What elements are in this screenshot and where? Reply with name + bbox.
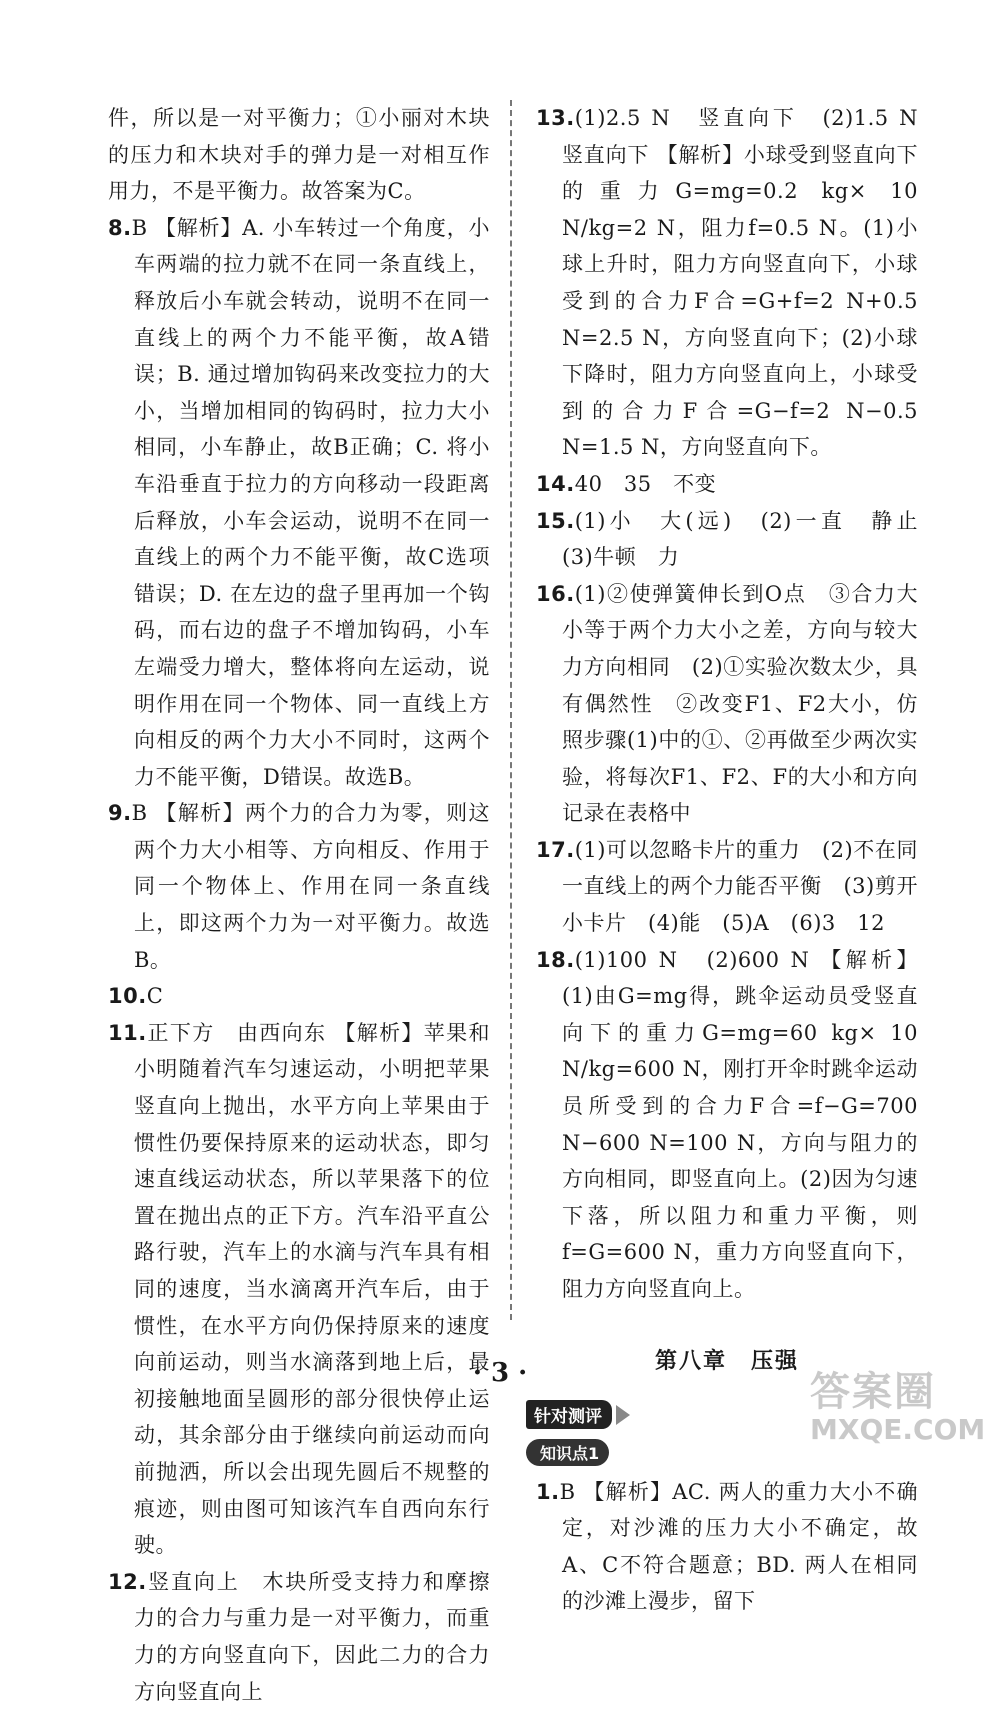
answer-item-9 [108,795,490,978]
answer-number: 17. [536,837,575,862]
answer-item-17 [536,832,918,942]
answer-item-15 [536,503,940,576]
answer-text: (1)2.5 N 竖直向下 (2)1.5 N 竖直向下 【解析】小球受到竖直向下的重力G=mg=0.2 kg× 10 N/kg=2 N，阻力f=0.5 N。(1)小球上升时，阻力方向竖直向下，小球受到的合力F合=G+f=2 N+0.5 N=2.5 N，方向竖直向下；(2)小球下降时，阻力方向竖直向上，小球受到的合力F合=G−f=2 N−0.5 N=1.5 N，方向竖直向下。 [562,106,940,460]
section-banner-label: 针对测评 [526,1400,612,1429]
answer-number: 8. [108,215,132,240]
page-number: · 3 · [472,1358,528,1388]
answer-item-12 [108,1564,490,1710]
answer-number: 14. [536,471,575,496]
answer-text: B 【解析】两个力的合力为零，则这两个力大小相等、方向相反、作用于同一个物体上、作用在同一条直线上，即这两个力为一对平衡力。故选B。 [131,801,490,972]
answer-number: 13. [536,106,575,130]
answer-item-10 [108,978,490,1015]
answer-text: 正下方 由西向东 【解析】苹果和小明随着汽车匀速运动，小明把苹果竖直向上抛出，水平方向上苹果由于惯性仍要保持原来的运动状态，即匀速直线运动状态，所以苹果落下的位置在抛出点的正下方。汽车沿平直公路行驶，汽车上的水滴与汽车具有相同的速度，当水滴离开汽车后，由于惯性，在水平方向仍保持原来的速度向前运动，则当水滴落到地上后，最初接触地面呈圆形的部分很快停止运动，其余部分由于继续向前运动而向前抛洒，所以会出现先圆后不规整的痕迹，则由图可知该汽车自西向东行驶。 [134,1020,490,1558]
answer-item-1 [536,1474,918,1620]
answer-item-8 [108,210,490,796]
answer-item-16 [536,576,918,832]
answer-number: 1. [536,1479,560,1504]
answer-text: 40 35 不变 [574,471,717,496]
banner-arrow-icon [616,1405,630,1425]
knowledge-point-tag: 知识点1 [526,1439,609,1466]
column-divider [510,100,512,1320]
answer-number: 10. [108,984,147,1009]
answer-text: B 【解析】AC. 两人的重力大小不确定，对沙滩的压力大小不确定，故A、C不符合题意；BD. 两人在相同的沙滩上漫步，留下 [559,1479,918,1614]
answer-item-18 [536,942,918,1308]
answer-item-13 [536,100,940,466]
watermark-logo: 答案圈 [810,1369,936,1415]
answer-text: B 【解析】A. 小车转过一个角度，小车两端的拉力就不在同一条直线上，释放后小车就会转动，说明不在同一直线上的两个力不能平衡，故A错误；B. 通过增加钩码来改变拉力的大小，当增加相同的钩码时，拉力大小相同，小车静止，故B正确；C. 将小车沿垂直于拉力的方向移动一段距离后释放，小车会运动，说明不在同一直线上的两个力不能平衡，故C选项错误；D. 在左边的盘子里再加一个钩码，而右边的盘子不增加钩码，小车左端受力增大，整体将向左运动，说明作用在同一个物体、同一直线上方向相反的两个力大小不同时，这两个力不能平衡，D错误。故选B。 [131,215,490,789]
answer-text: 竖直向上 木块所受支持力和摩擦力的合力与重力是一对平衡力，而重力的方向竖直向下，因此二力的合力方向竖直向上 [134,1569,490,1704]
answer-text: (1)②使弹簧伸长到O点 ③合力大小等于两个力大小之差，方向与较大力方向相同 (2)①实验次数太少，具有偶然性 ②改变F1、F2大小，仿照步骤(1)中的①、②再做至少两次实验，将每次F1、F2、F的大小和方向记录在表格中 [562,581,918,826]
answer-number: 11. [108,1020,147,1045]
answer-number: 18. [536,947,575,972]
answer-number: 15. [536,508,575,533]
answer-text: C [146,984,164,1009]
answer-text: (1)可以忽略卡片的重力 (2)不在同一直线上的两个力能否平衡 (3)剪开小卡片 (4)能 (5)A (6)3 12 [562,837,918,936]
chapter-title: 第八章 压强 [654,1347,799,1374]
watermark-url: MXQE.COM [810,1413,986,1446]
answer-fragment [108,100,490,210]
answer-number: 9. [108,801,132,826]
answer-text: (1)小 大(远) (2)一直 静止 (3)牛顿 力 [562,508,940,570]
answer-number: 12. [108,1569,147,1594]
watermark [810,1360,986,1450]
answer-text: 件，所以是一对平衡力；①小丽对木块的压力和木块对手的弹力是一对相互作用力，不是平衡力。故答案为C。 [108,106,490,204]
answer-text: (1)100 N (2)600 N 【解析】(1)由G=mg得，跳伞运动员受竖直向下的重力G=mg=60 kg× 10 N/kg=600 N，刚打开伞时跳伞运动员所受到的合力F合=f−G=700 N−600 N=100 N，方向与阻力的方向相同，即竖直向上。(2)因为匀速下落，所以阻力和重力平衡，则f=G=600 N，重力方向竖直向下，阻力方向竖直向上。 [562,947,918,1301]
answer-item-14 [536,466,918,503]
left-column [108,100,490,1710]
answer-item-11 [108,1015,490,1564]
answer-number: 16. [536,581,575,606]
